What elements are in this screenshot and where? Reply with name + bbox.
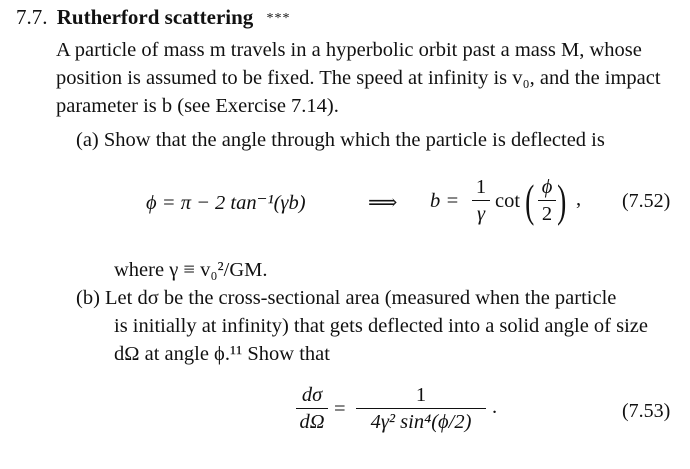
part-b-line-1 [76, 284, 616, 312]
eq52-b-equals: b = [430, 190, 460, 212]
exercise-header [16, 4, 291, 34]
eq53-rhs-bar [356, 408, 486, 409]
part-a-text: Show that the angle through which the particle is deflected is [103, 129, 605, 151]
eq52-cot: cot [495, 190, 521, 212]
eq52-frac-den: γ [476, 203, 486, 225]
eq52-fraction-phi-over-2 [538, 176, 556, 225]
eq53-lhs-bar [296, 408, 328, 409]
eq52-inner-den: 2 [541, 203, 553, 225]
eq52-frac-num: 1 [475, 176, 487, 198]
eq53-lhs-num: dσ [301, 384, 323, 406]
eq53-rhs-num: 1 [415, 384, 427, 406]
part-a-prompt [76, 126, 605, 154]
eq53-lhs-den: dΩ [299, 411, 325, 433]
eq53-lhs-fraction [296, 384, 328, 433]
eq52-fraction-1-over-gamma [472, 176, 490, 225]
equation-7-53 [296, 384, 516, 444]
eq53-rhs-fraction [356, 384, 486, 433]
equation-number-7-52: (7.52) [622, 190, 671, 212]
eq52-comma: , [576, 188, 582, 210]
eq52-left-paren: ( [525, 175, 535, 226]
eq53-rhs-den: 4γ² sin⁴(ϕ/2) [370, 411, 472, 433]
exercise-number: 7.7. [16, 5, 48, 29]
intro-line-1: A particle of mass m travels in a hyperbolic orbit past a mass M, whose [56, 39, 642, 61]
equation-7-52 [146, 176, 686, 234]
exercise-title: Rutherford scattering [56, 5, 254, 29]
part-b-line-2: is initially at infinity) that gets deflected into a solid angle of size [114, 315, 649, 337]
intro-line-3: parameter is b (see Exercise 7.14). [56, 95, 339, 117]
eq52-inner-bar [538, 200, 556, 201]
equation-number-7-53: (7.53) [622, 400, 671, 422]
part-b-label: (b) [76, 287, 100, 309]
part-b-text-1: Let dσ be the cross-sectional area (measured when the particle [105, 287, 617, 309]
intro-line-2: position is assumed to be fixed. The speed at infinity is v₀, and the impact [56, 67, 661, 89]
eq52-right-paren: ) [557, 175, 567, 226]
difficulty-stars: *** [266, 11, 291, 26]
eq53-period: . [492, 396, 498, 418]
eq53-equals: = [334, 398, 346, 420]
part-b-line-3: dΩ at angle ϕ.¹¹ Show that [114, 343, 330, 365]
where-gamma-definition: where γ ≡ v₀²/GM. [114, 259, 268, 281]
eq52-frac-bar [472, 200, 490, 201]
eq52-implies: ⟹ [368, 192, 398, 214]
part-a-label: (a) [76, 129, 99, 151]
eq52-lhs: ϕ = π − 2 tan⁻¹(γb) [146, 192, 306, 214]
eq52-inner-num: ϕ [541, 176, 553, 198]
